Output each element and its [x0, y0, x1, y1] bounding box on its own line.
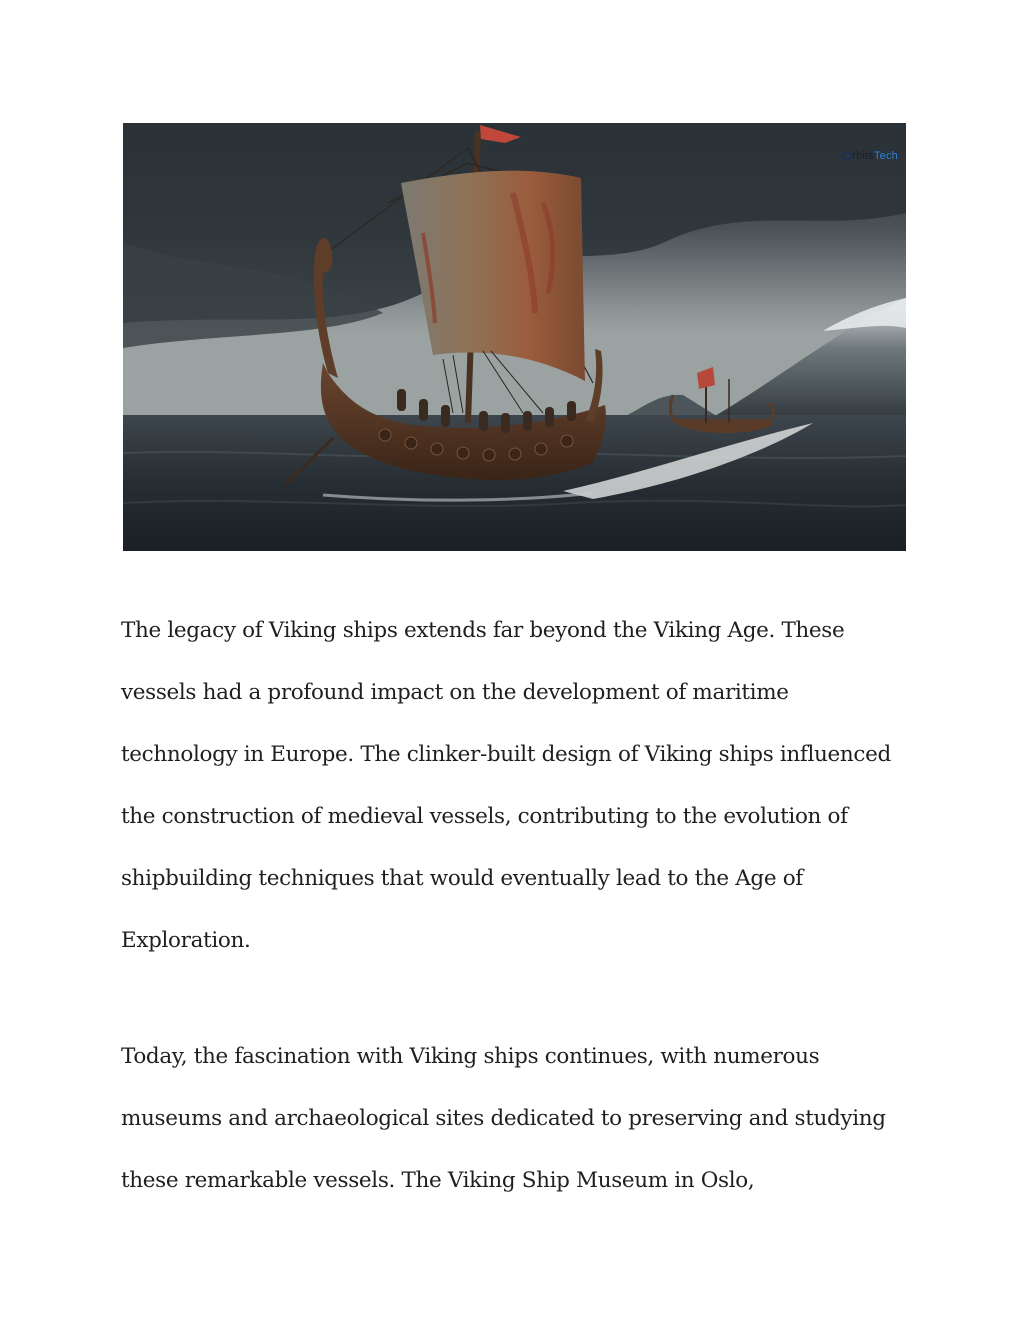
orbitstech-watermark [842, 150, 898, 162]
orbit-ring-icon [842, 151, 852, 161]
viking-ship-illustration [123, 123, 906, 551]
viking-ship-image [123, 123, 906, 551]
body-paragraph: Today, the fascination with Viking ships continues, with numerous museums and archaeological sites dedicated to preserving and studying these remarkable vessels. The Viking Ship Museum in Oslo, [121, 1044, 886, 1193]
body-paragraph: The legacy of Viking ships extends far beyond the Viking Age. These vessels had a profound impact on the development of maritime technology in Europe. The clinker-built design of Viking ships influenced the construction of medieval vessels, contributing to the evolution of shipbuilding techniques that would eventually lead to the Age of Exploration. [121, 618, 891, 953]
watermark-text-blue: Tech [873, 150, 898, 162]
watermark-text-dark: rbits [852, 150, 874, 162]
